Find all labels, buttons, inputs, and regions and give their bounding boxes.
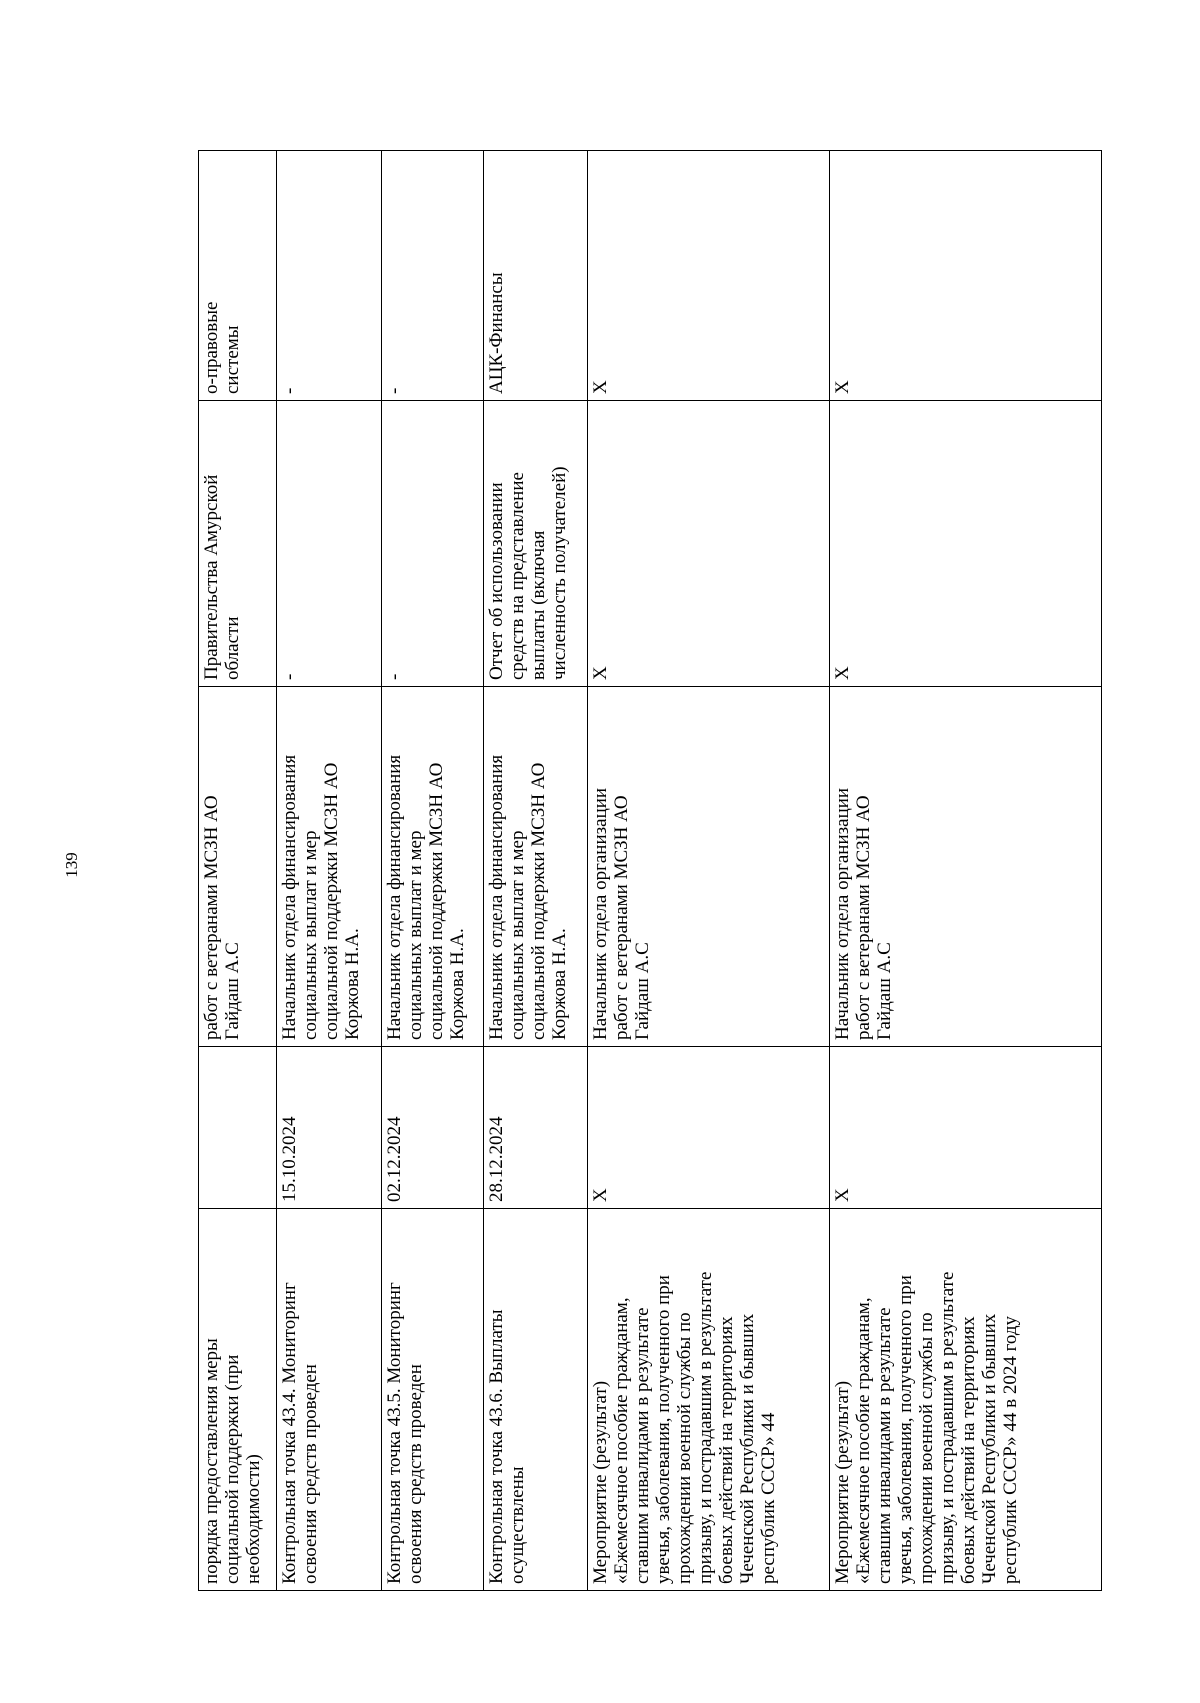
result-cell: Контрольная точка 43.4. Мониторинг освоения средств проведен — [277, 1209, 382, 1591]
system-cell: о-правовые системы — [199, 151, 277, 401]
system-cell: Х — [830, 151, 1102, 401]
result-cell: Контрольная точка 43.5. Мониторинг освоения средств проведен — [382, 1209, 484, 1591]
responsible-cell: работ с ветеранами МСЗН АО Гайдаш А.С — [199, 687, 277, 1047]
page-number: 139 — [62, 852, 81, 878]
table-row — [588, 151, 830, 1591]
system-cell: Х — [588, 151, 830, 401]
table-row — [277, 151, 382, 1591]
date-cell: Х — [588, 1047, 830, 1209]
system-cell: АЦК-Финансы — [484, 151, 588, 401]
responsible-cell: Начальник отдела организации работ с ветеранами МСЗН АО Гайдаш А.С — [588, 687, 830, 1047]
document-cell: - — [382, 401, 484, 687]
table-row — [199, 151, 277, 1591]
result-cell: порядка предоставления меры социальной поддержки (при необходимости) — [199, 1209, 277, 1591]
date-cell: 28.12.2024 — [484, 1047, 588, 1209]
system-cell: - — [277, 151, 382, 401]
result-cell: Контрольная точка 43.6. Выплаты осуществлены — [484, 1209, 588, 1591]
table-row — [382, 151, 484, 1591]
result-cell: Мероприятие (результат) «Ежемесячное пособие гражданам, ставшим инвалидами в результате увечья, заболевания, полученного при прохождении военной службы по призыву, и пострадавшим в результате боевых действий на территориях Чеченской Республики и бывших республик СССР» 44 в 2024 году — [830, 1209, 1102, 1591]
system-cell: - — [382, 151, 484, 401]
date-cell: Х — [830, 1047, 1102, 1209]
responsible-cell: Начальник отдела финансирования социальных выплат и мер социальной поддержки МСЗН АО Коржова Н.А. — [277, 687, 382, 1047]
responsible-cell: Начальник отдела организации работ с ветеранами МСЗН АО Гайдаш А.С — [830, 687, 1102, 1047]
rotated-table-page — [198, 151, 1101, 1591]
document-cell: - — [277, 401, 382, 687]
plan-table — [198, 150, 1102, 1591]
table-row — [484, 151, 588, 1591]
document-cell: Х — [830, 401, 1102, 687]
result-cell: Мероприятие (результат) «Ежемесячное пособие гражданам, ставшим инвалидами в результате увечья, заболевания, полученного при прохождении военной службы по призыву, и пострадавшим в результате боевых действий на территориях Чеченской Республики и бывших республик СССР» 44 — [588, 1209, 830, 1591]
date-cell: 15.10.2024 — [277, 1047, 382, 1209]
document-cell: Х — [588, 401, 830, 687]
date-cell: 02.12.2024 — [382, 1047, 484, 1209]
table-row — [830, 151, 1102, 1591]
responsible-cell: Начальник отдела финансирования социальных выплат и мер социальной поддержки МСЗН АО Коржова Н.А. — [484, 687, 588, 1047]
responsible-cell: Начальник отдела финансирования социальных выплат и мер социальной поддержки МСЗН АО Коржова Н.А. — [382, 687, 484, 1047]
date-cell — [199, 1047, 277, 1209]
document-cell: Правительства Амурской области — [199, 401, 277, 687]
document-cell: Отчет об использовании средств на представление выплаты (включая численность получателей) — [484, 401, 588, 687]
